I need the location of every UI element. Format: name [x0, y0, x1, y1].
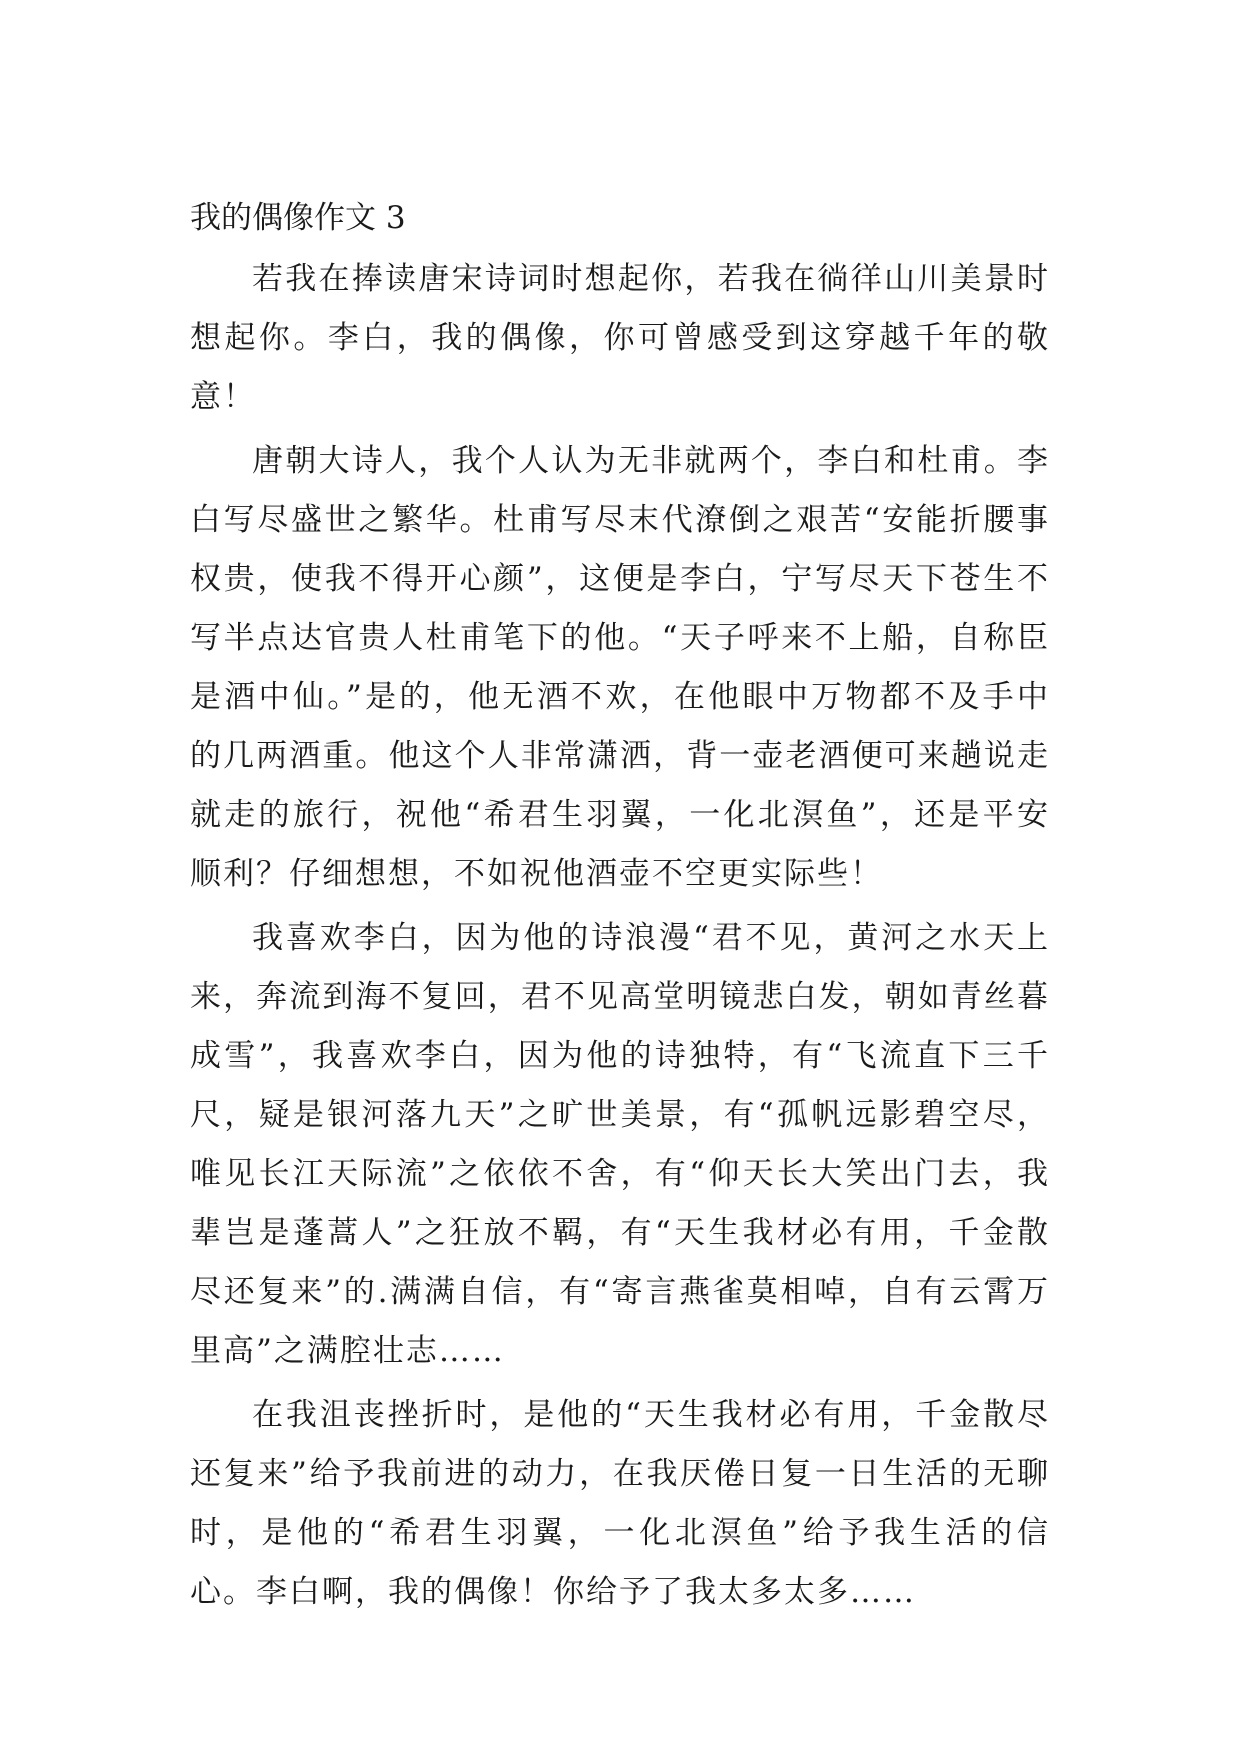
- document-body: [190, 196, 1050, 1627]
- document-title: 我的偶像作文 3: [190, 200, 406, 236]
- paragraph-1: 若我在捧读唐宋诗词时想起你，若我在徜徉山川美景时想起你。李白，我的偶像，你可曾感受到这穿越千年的敬意！: [190, 261, 1050, 415]
- paragraph-3: 我喜欢李白，因为他的诗浪漫“君不见，黄河之水天上来，奔流到海不复回，君不见高堂明镜悲白发，朝如青丝暮成雪”，我喜欢李白，因为他的诗独特，有“飞流直下三千尺，疑是银河落九天”之旷世美景，有“孤帆远影碧空尽，唯见长江天际流”之依依不舍，有“仰天长大笑出门去，我辈岂是蓬蒿人”之狂放不羁，有“天生我材必有用，千金散尽还复来”的.满满自信，有“寄言燕雀莫相啅，自有云霄万里高”之满腔壮志……: [190, 920, 1050, 1369]
- paragraph-2: 唐朝大诗人，我个人认为无非就两个，李白和杜甫。李白写尽盛世之繁华。杜甫写尽末代潦倒之艰苦“安能折腰事权贵，使我不得开心颜”，这便是李白，宁写尽天下苍生不写半点达官贵人杜甫笔下的他。“天子呼来不上船，自称臣是酒中仙。”是的，他无酒不欢，在他眼中万物都不及手中的几两酒重。他这个人非常潇洒，背一壶老酒便可来趟说走就走的旅行，祝他“希君生羽翼，一化北溟鱼”，还是平安顺利？仔细想想，不如祝他酒壶不空更实际些！: [190, 443, 1050, 892]
- paragraph-4: 在我沮丧挫折时，是他的“天生我材必有用，千金散尽还复来”给予我前进的动力，在我厌倦日复一日生活的无聊时，是他的“希君生羽翼，一化北溟鱼”给予我生活的信心。李白啊，我的偶像！你给予了我太多太多……: [190, 1397, 1050, 1610]
